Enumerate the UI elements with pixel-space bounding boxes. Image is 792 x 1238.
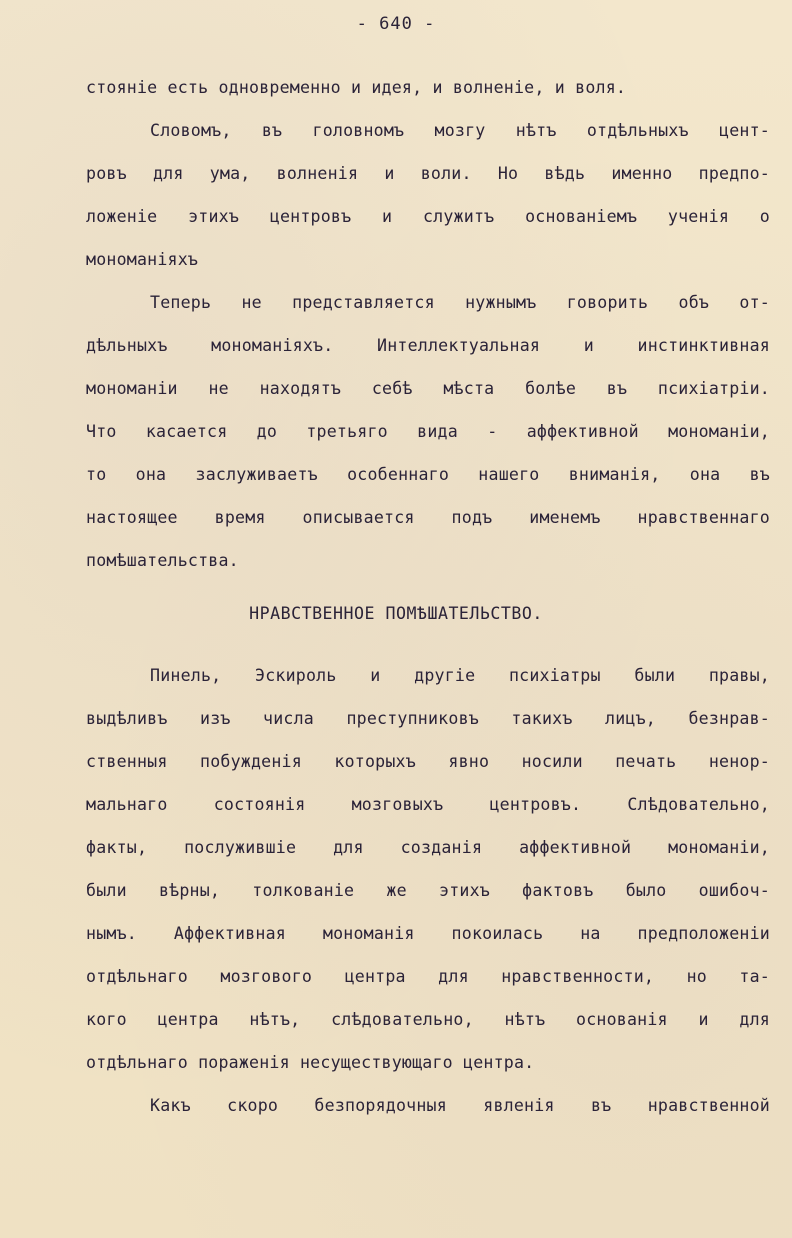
text-line: мальнаго состоянiя мозговыхъ центровъ. Слѣдовательно, bbox=[86, 795, 770, 814]
text-line: ровъ для ума, волненiя и воли. Но вѣдь именно предпо- bbox=[86, 164, 770, 183]
text-line: выдѣливъ изъ числа преступниковъ такихъ лицъ, безнрав- bbox=[86, 709, 770, 728]
text-line: помѣшательства. bbox=[86, 551, 239, 570]
page-number: - 640 - bbox=[356, 14, 436, 34]
text-line: стоянiе есть одновременно и идея, и волненiе, и воля. bbox=[86, 78, 627, 97]
text-line: нымъ. Аффективная мономанiя покоилась на предположенiи bbox=[86, 924, 770, 943]
text-line: мономанiи не находятъ себѣ мѣста болѣе въ психiатрiи. bbox=[86, 379, 770, 398]
text-line: отдѣльнаго мозгового центра для нравственности, но та- bbox=[86, 967, 770, 986]
text-line: настоящее время описывается подъ именемъ нравственнаго bbox=[86, 508, 770, 527]
text-line: факты, послужившiе для созданiя аффективной мономанiи, bbox=[86, 838, 770, 857]
text-line: Словомъ, въ головномъ мозгу нѣтъ отдѣльныхъ цент- bbox=[150, 121, 770, 140]
text-line: дѣльныхъ мономанiяхъ. Интеллектуальная и инстинктивная bbox=[86, 336, 770, 355]
text-line: Пинель, Эскироль и другiе психiатры были правы, bbox=[150, 666, 770, 685]
text-line: мономанiяхъ bbox=[86, 250, 199, 269]
section-heading: НРАВСТВЕННОЕ ПОМѢШАТЕЛЬСТВО. bbox=[249, 604, 543, 623]
text-line: были вѣрны, толкованiе же этихъ фактовъ было ошибоч- bbox=[86, 881, 770, 900]
text-line: Что касается до третьяго вида - аффективной мономанiи, bbox=[86, 422, 770, 441]
text-line: ложенiе этихъ центровъ и служитъ основанiемъ ученiя о bbox=[86, 207, 770, 226]
text-line: то она заслуживаетъ особеннаго нашего вниманiя, она въ bbox=[86, 465, 770, 484]
text-line: Какъ скоро безпорядочныя явленiя въ нравственной bbox=[150, 1096, 770, 1115]
text-line: Теперь не представляется нужнымъ говорить объ от- bbox=[150, 293, 770, 312]
text-line: кого центра нѣтъ, слѣдовательно, нѣтъ основанiя и для bbox=[86, 1010, 770, 1029]
text-line: ственныя побужденiя которыхъ явно носили печать ненор- bbox=[86, 752, 770, 771]
text-line: отдѣльнаго пораженiя несуществующаго центра. bbox=[86, 1053, 535, 1072]
